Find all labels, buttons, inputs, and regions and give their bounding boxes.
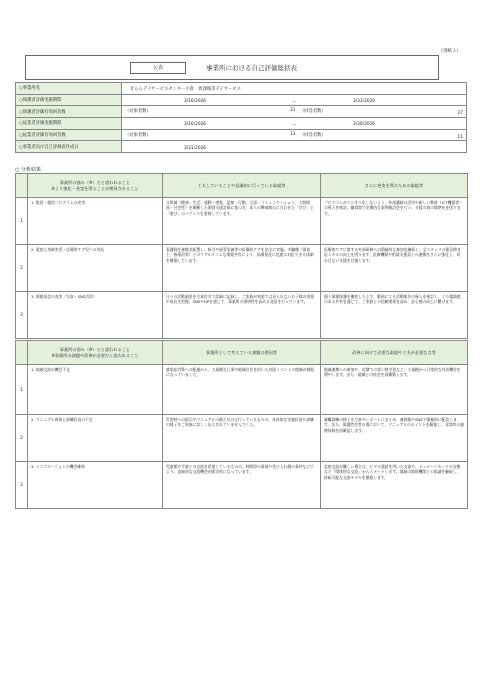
facility-info-table <box>15 82 467 153</box>
weaknesses-corner-cell <box>16 341 28 365</box>
strength-effort: 看護師を複数名配置し、吸引や経管栄養等の医療的ケアを安全に実施。多職種（保育士、指導員等）とのリアルタイムな情報共有により、体調変化に迅速に対応できる体制を構築しています。 <box>163 245 321 292</box>
strength-effort: ５領域（健康・生活、運動・感覚、認知・行動、言語・コミュニケーション、人間関係・社会性）を網羅した個別支援計画に基づき、本人の興味関心に合わせた「学び」と「遊び」のバランスを重視しています。 <box>163 198 321 245</box>
weakness-fix: 避難訓練の様子を写真やレポートにまとめ、連絡帳やSNSで積極的に配信します。また、保護者会等の場において、マニュアルのポイントを解説し、非常時の連携体制を再確認します。 <box>321 415 468 462</box>
weakness-fix: 地域連携への参加や、近隣での買い物学習など、小規模かつ日常的な外出機会を増やします。また、地域との協会を再構築します。 <box>321 365 468 415</box>
staff-period-start: 3/16/2026 <box>184 122 207 128</box>
guardian-period-end: 3/31/2026 <box>353 98 376 104</box>
table-row <box>16 365 468 415</box>
weaknesses-header-item: 事業所の弱み（※）だと思われること ※事業所の課題や改善が必要だと思われること <box>28 341 163 365</box>
staff-period-tilde: ～ <box>292 123 297 129</box>
weakness-cause: 災害時への提示やマニュアルの備え付けは行っているものの、具体的な実施状況や訓練の様子をご家族に詳しく伝えきれていませんでした。 <box>163 415 321 462</box>
staff-answer-label: （回答者数） <box>300 132 326 138</box>
strengths-header-effort: 工夫していることや意識的に行っている取組等 <box>163 174 321 198</box>
weakness-cause: 感染症対策への配慮から、大規模な行事や地域住民を招いた対面イベントの開催が制限になっていました。 <box>163 365 321 415</box>
weakness-item: 3. インクルージョンの機会確保 <box>28 462 163 509</box>
weakness-item: 2. マニュアル周知と訓練状況の不足 <box>28 415 163 462</box>
public-badge: 公表 <box>130 62 186 74</box>
guardian-period-tilde: ～ <box>292 99 297 105</box>
row-number: 3 <box>16 292 28 339</box>
created-date-value: 3/31/2026 <box>184 146 207 152</box>
title-box <box>25 55 439 80</box>
strength-item: 2. 重症心身障害児・医療的ケア児への対応 <box>28 245 163 292</box>
weakness-item: 1. 地域交流の機会不足 <box>28 365 163 415</box>
page-title: 事業所における自己評価総括表 <box>206 64 297 72</box>
strength-improve: 医療的ケアに関する外部研修への積極的な参加を継続し、全スタッフの緊急時対応スキルの向上を図ります。医療機関や相談支援員との連携をさらに強化し、切れ目ない支援を目指します。 <box>321 245 468 292</box>
table-row <box>16 462 468 509</box>
strengths-header-item: 事業所の強み（※）だと思われること ※より強化・充実を図ることが期待されること <box>28 174 163 198</box>
staff-target-label: （対象者数） <box>125 132 151 138</box>
guardian-period-label: ○保護者評価実施期間 <box>16 94 122 106</box>
staff-period-end: 3/30/2026 <box>353 122 376 128</box>
strengths-corner-cell <box>16 174 28 198</box>
strength-item: 3. 情報発信の充実（写真・SNS活用） <box>28 292 163 339</box>
strength-effort: 日々の活動風景を写真付きで詳細に記録し、ご家族が家庭では見られないお子様の表情や成長を把握。SNSやHPを通じて、事業所の透明性を高める発信を行っています。 <box>163 292 321 339</box>
staff-answer-value: 11 <box>457 134 463 140</box>
strength-improve: プログラムがマンネリ化しないよう、外部講師の活用や新しい教材（ICT機器等）の導入を検討。職員間で定期的な事例検討会を行い、支援の質の標準化を図ります。 <box>321 198 468 245</box>
guardian-answer-value: 27 <box>457 111 463 117</box>
row-number: 3 <box>16 462 28 509</box>
weaknesses-header-cause: 事業所として考えている課題の要因等 <box>163 341 321 365</box>
guardian-target-label: （対象者数） <box>125 109 151 115</box>
table-row <box>16 198 468 245</box>
table-row <box>16 415 468 462</box>
created-date-label: ○事業者向け自己評価表作成日 <box>16 141 122 153</box>
guardian-target-value: 31 <box>290 108 296 114</box>
row-number: 2 <box>16 245 28 292</box>
staff-target-value: 13 <box>290 131 296 137</box>
table-row <box>16 292 468 339</box>
table-row <box>16 245 468 292</box>
staff-count-label: ○従業者評価有効回答数 <box>16 129 122 141</box>
weakness-fix: 直接交流が難しい場合は、ビデオ通話を用いた交流や、メッセージカードの交換など「間接的な交流」からスタートします。地域の関係機関との協議を継続し、持続可能な交流モデルを模索します。 <box>321 462 468 509</box>
annex-label: （別紙３） <box>438 49 461 54</box>
row-number: 1 <box>16 365 28 415</box>
strengths-table <box>15 173 468 339</box>
row-number: 1 <box>16 198 28 245</box>
facility-name-value: きららデイサービスセンター小倉 放課後等デイサービス <box>130 87 241 92</box>
guardian-period-start: 3/16/2026 <box>184 98 207 104</box>
weakness-cause: 児童館や学童との交流を希望しているものの、時間帯の事情や受け入れ側の条件などにより、直接的な交流機会が限定的になっています。 <box>163 462 321 509</box>
row-number: 2 <box>16 415 28 462</box>
weaknesses-header-fix: 改善に向けて必要な取組や工夫が必要な点等 <box>321 341 468 365</box>
strength-improve: 個人情報保護を徹底した上で、動画による活動報告の導入を検討し、より臨場感のある共有を通じて、ご家族との信頼関係を深め、安心感の向上に繋げます。 <box>321 292 468 339</box>
staff-period-label: ○従業者評価実施期間 <box>16 118 122 130</box>
weaknesses-table <box>15 340 468 509</box>
facility-name-label: ○事業所名 <box>16 83 122 95</box>
guardian-count-label: ○保護者評価有効回答数 <box>16 106 122 118</box>
strength-item: 1. 集団・個別プログラムの充実 <box>28 198 163 245</box>
strengths-header-improve: さらに充実を図るための取組等 <box>321 174 468 198</box>
analysis-section-label: ○ 分析結果 <box>15 167 41 173</box>
guardian-answer-label: （回答者数） <box>300 109 326 115</box>
